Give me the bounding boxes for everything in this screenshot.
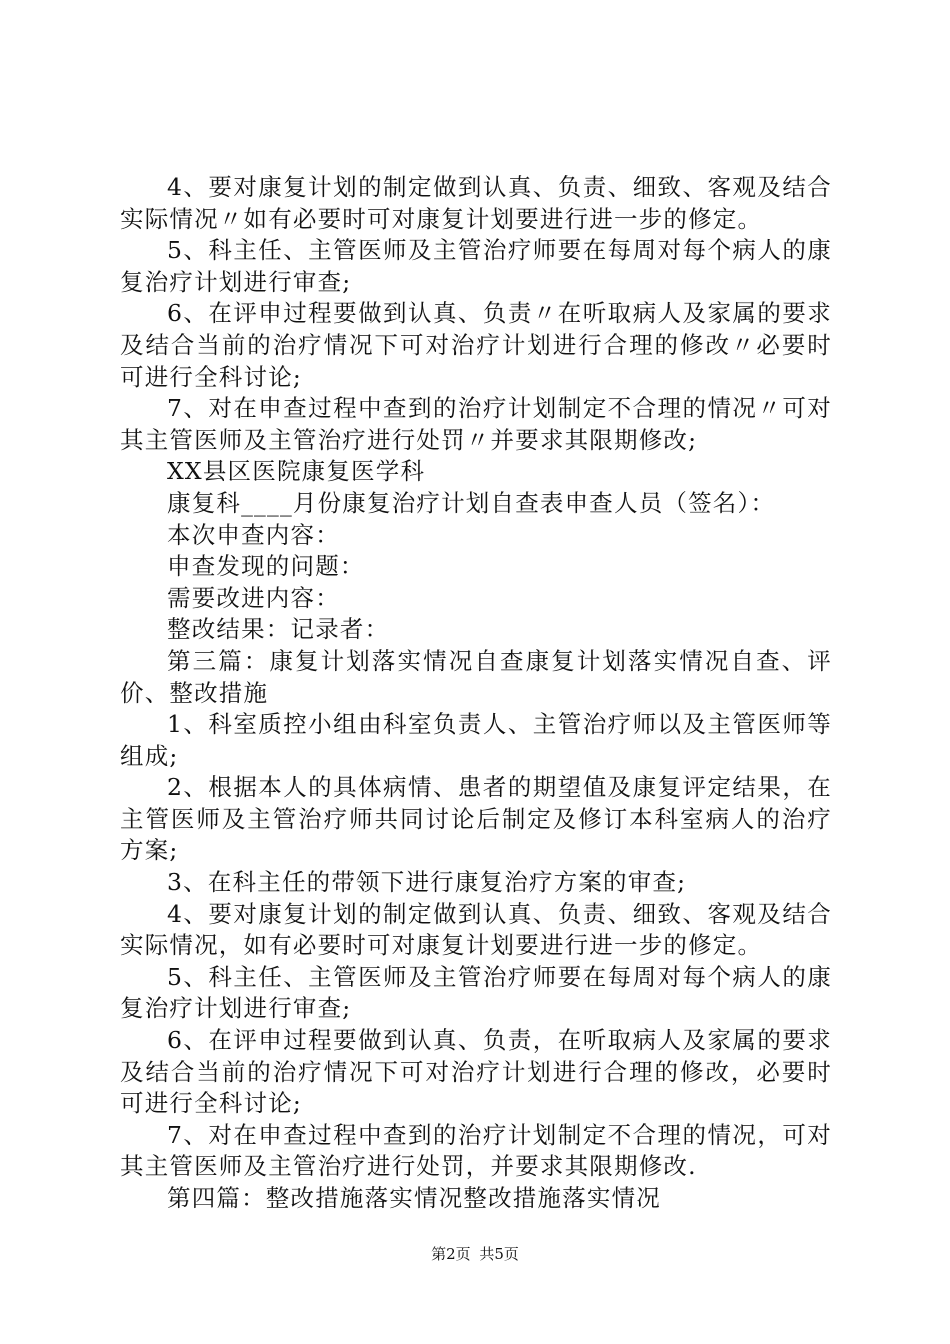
form-field-issues-found: 申查发现的问题：: [167, 552, 365, 581]
form-field-results-recorder: 整改结果：记录者：: [167, 615, 390, 644]
paragraph: 7、对在申查过程中查到的治疗计划制定不合理的情况〃可对其主管医师及主管治疗进行处罚〃并要求其限期修改;: [120, 394, 832, 454]
paragraph: 5、科主任、主管医师及主管治疗师要在每周对每个病人的康复治疗计划进行审查;: [120, 962, 832, 1023]
paragraph: 4、要对康复计划的制定做到认真、负责、细致、客观及结合实际情况，如有必要时可对康复计划要进行进一步的修定。: [120, 899, 832, 960]
page-number: 第2页: [431, 1245, 471, 1263]
form-field-improvements: 需要改进内容：: [167, 583, 340, 612]
paragraph: 3、在科主任的带领下进行康复治疗方案的审查;: [167, 868, 687, 897]
document-body: [120, 172, 832, 1215]
paragraph: 1、科室质控小组由科室负责人、主管治疗师以及主管医师等组成;: [120, 710, 832, 770]
section-heading-part-three: 第三篇：康复计划落实情况自查康复计划落实情况自查、评价、整改措施: [120, 646, 832, 707]
section-heading-part-four: 第四篇：整改措施落实情况整改措施落实情况: [167, 1184, 661, 1212]
paragraph: 5、科主任、主管医师及主管治疗师要在每周对每个病人的康复治疗计划进行审查;: [120, 236, 832, 296]
paragraph: 6、在评申过程要做到认真、负责，在听取病人及家属的要求及结合当前的治疗情况下可对治疗计划进行合理的修改，必要时可进行全科讨论;: [120, 1026, 832, 1118]
form-title-line: 康复科____月份康复治疗计划自查表申查人员（签名）：: [167, 488, 776, 517]
paragraph: 2、根据本人的具体病情、患者的期望值及康复评定结果，在主管医师及主管治疗师共同讨论后制定及修订本科室病人的治疗方案;: [120, 773, 832, 865]
paragraph: 6、在评申过程要做到认真、负责〃在听取病人及家属的要求及结合当前的治疗情况下可对治疗计划进行合理的修改〃必要时可进行全科讨论;: [120, 299, 832, 391]
form-field-review-content: 本次申查内容：: [167, 520, 340, 549]
page-footer: [0, 1244, 950, 1264]
page-total: 共5页: [479, 1245, 519, 1263]
organization-line: XX县区医院康复医学科: [167, 457, 426, 486]
paragraph: 7、对在申查过程中查到的治疗计划制定不合理的情况，可对其主管医师及主管治疗进行处罚，并要求其限期修改.: [120, 1120, 832, 1181]
paragraph: 4、要对康复计划的制定做到认真、负责、细致、客观及结合实际情况〃如有必要时可对康复计划要进行进一步的修定。: [120, 173, 832, 233]
